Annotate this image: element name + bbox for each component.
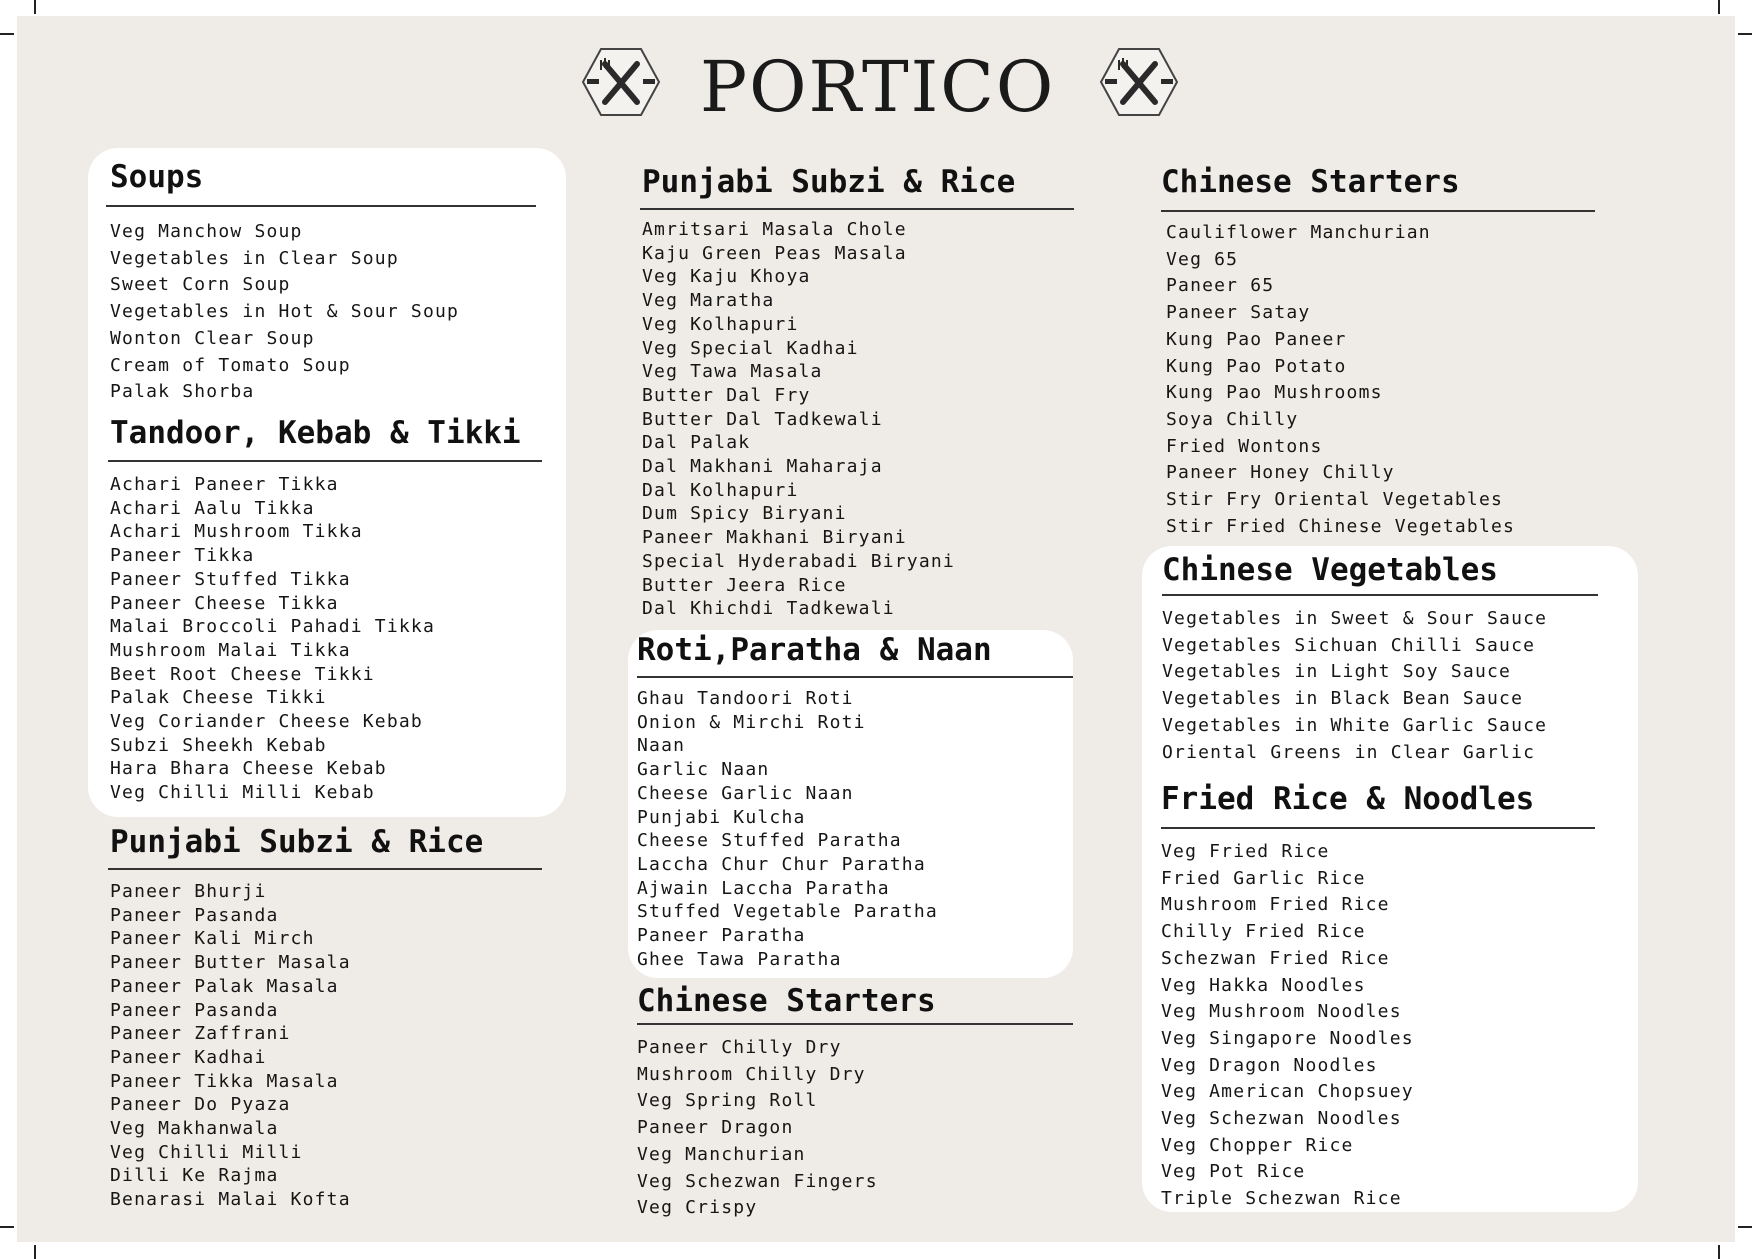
crossed-fork-knife-icon <box>1099 46 1179 118</box>
menu-item: Paneer Bhurji <box>110 881 267 902</box>
menu-item: Triple Schezwan Rice <box>1161 1188 1402 1210</box>
menu-item: Dum Spicy Biryani <box>642 503 847 525</box>
section-title: Roti,Paratha & Naan <box>637 632 992 668</box>
menu-item: Veg Crispy <box>637 1197 758 1219</box>
menu-item: Paneer Kali Mirch <box>110 928 315 950</box>
menu-item: Cauliflower Manchurian <box>1166 222 1431 243</box>
menu-item: Soya Chilly <box>1166 408 1299 430</box>
section-title: Punjabi Subzi & Rice <box>110 824 484 860</box>
crop-mark <box>0 1226 14 1228</box>
section-divider <box>106 205 536 207</box>
section-title: Chinese Vegetables <box>1162 552 1498 588</box>
menu-item: Veg Coriander Cheese Kebab <box>110 711 423 733</box>
section-title: Chinese Starters <box>637 983 936 1019</box>
menu-item: Laccha Chur Chur Paratha <box>637 853 926 875</box>
section-title: Fried Rice & Noodles <box>1161 781 1535 817</box>
menu-item: Mushroom Malai Tikka <box>110 639 351 661</box>
section-chinese-starters <box>1161 163 1595 540</box>
menu-item: Kaju Green Peas Masala <box>642 242 907 264</box>
menu-item: Wonton Clear Soup <box>110 327 315 349</box>
menu-item: Palak Cheese Tikki <box>110 687 327 709</box>
menu-item: Veg Chilli Milli Kebab <box>110 782 375 804</box>
menu-item: Malai Broccoli Pahadi Tikka <box>110 616 435 638</box>
menu-item: Cream of Tomato Soup <box>110 354 351 376</box>
menu-item: Oriental Greens in Clear Garlic <box>1162 741 1536 763</box>
crossed-fork-knife-icon <box>581 46 661 118</box>
menu-item: Dilli Ke Rajma <box>110 1165 279 1187</box>
section-divider <box>108 868 542 870</box>
menu-item: Dal Khichdi Tadkewali <box>642 598 895 620</box>
menu-item: Veg Chopper Rice <box>1161 1134 1354 1156</box>
section-tandoor-kebab-tikki <box>110 414 542 805</box>
menu-item: Paneer Butter Masala <box>110 952 351 974</box>
menu-item: Vegetables Sichuan Chilli Sauce <box>1162 634 1536 656</box>
menu-item: Palak Shorba <box>110 381 255 403</box>
menu-item: Veg Manchow Soup <box>110 221 303 242</box>
section-punjabi-subzi-rice <box>642 163 1074 621</box>
menu-item: Paneer Satay <box>1166 302 1311 324</box>
crop-mark <box>1738 1226 1752 1228</box>
menu-item: Butter Dal Fry <box>642 384 811 406</box>
section-divider <box>1161 827 1595 829</box>
menu-item: Paneer Dragon <box>637 1117 794 1139</box>
menu-item: Veg Maratha <box>642 290 775 312</box>
section-title: Tandoor, Kebab & Tikki <box>110 415 521 451</box>
section-soups <box>110 158 536 406</box>
menu-item: Paneer Stuffed Tikka <box>110 568 351 590</box>
menu-item: Vegetables in Clear Soup <box>110 247 399 269</box>
menu-item: Veg Schezwan Noodles <box>1161 1108 1402 1130</box>
section-chinese-vegetables <box>1162 551 1598 766</box>
menu-item: Kung Pao Mushrooms <box>1166 382 1383 404</box>
menu-item: Achari Aalu Tikka <box>110 497 315 519</box>
menu-item: Stir Fried Chinese Vegetables <box>1166 515 1516 537</box>
menu-item: Vegetables in Hot & Sour Soup <box>110 301 460 323</box>
section-divider <box>1162 594 1598 596</box>
crop-mark <box>1718 0 1720 14</box>
menu-item: Paneer Tikka Masala <box>110 1070 339 1092</box>
menu-item: Paneer Do Pyaza <box>110 1094 291 1116</box>
menu-item: Stir Fry Oriental Vegetables <box>1166 489 1504 511</box>
menu-item: Punjabi Kulcha <box>637 806 806 828</box>
menu-item: Dal Makhani Maharaja <box>642 456 883 478</box>
menu-item: Veg Fried Rice <box>1161 841 1330 862</box>
crop-mark <box>34 0 36 14</box>
menu-item: Sweet Corn Soup <box>110 274 291 296</box>
menu-item: Hara Bhara Cheese Kebab <box>110 758 387 780</box>
menu-item: Paneer Palak Masala <box>110 975 339 997</box>
menu-item: Veg Kolhapuri <box>642 313 799 335</box>
section-punjabi-subzi-rice <box>110 823 542 1212</box>
section-divider <box>108 460 542 462</box>
menu-item: Achari Paneer Tikka <box>110 474 339 495</box>
menu-item: Veg Special Kadhai <box>642 337 859 359</box>
menu-item: Schezwan Fried Rice <box>1161 947 1390 969</box>
menu-item: Paneer Kadhai <box>110 1046 267 1068</box>
menu-item: Benarasi Malai Kofta <box>110 1189 351 1211</box>
menu-item: Kung Pao Paneer <box>1166 328 1347 350</box>
menu-item: Dal Palak <box>642 432 751 454</box>
section-roti-paratha-naan <box>637 631 1073 971</box>
menu-item: Cheese Stuffed Paratha <box>637 830 902 852</box>
menu-item: Vegetables in Black Bean Sauce <box>1162 688 1524 710</box>
section-divider <box>1161 210 1595 212</box>
section-divider <box>640 208 1074 210</box>
menu-item: Beet Root Cheese Tikki <box>110 663 375 685</box>
menu-item: Veg 65 <box>1166 248 1239 270</box>
menu-item: Paneer Pasanda <box>110 904 279 926</box>
menu-item: Garlic Naan <box>637 759 770 781</box>
menu-item: Paneer Pasanda <box>110 999 279 1021</box>
menu-item: Paneer Cheese Tikka <box>110 592 339 614</box>
menu-item: Butter Dal Tadkewali <box>642 408 883 430</box>
menu-item: Veg Chilli Milli <box>110 1141 303 1163</box>
menu-item: Paneer Tikka <box>110 545 255 567</box>
menu-item: Veg Makhanwala <box>110 1118 279 1140</box>
menu-item: Fried Garlic Rice <box>1161 867 1366 889</box>
menu-item: Veg Manchurian <box>637 1143 806 1165</box>
section-chinese-starters <box>637 982 1073 1222</box>
menu-item: Paneer Chilly Dry <box>637 1037 842 1058</box>
section-fried-rice-noodles <box>1161 780 1595 1213</box>
menu-item: Veg Singapore Noodles <box>1161 1027 1414 1049</box>
section-title: Soups <box>110 159 204 195</box>
menu-item: Veg Pot Rice <box>1161 1161 1306 1183</box>
menu-item: Vegetables in White Garlic Sauce <box>1162 714 1548 736</box>
menu-item: Paneer 65 <box>1166 275 1275 297</box>
section-title: Chinese Starters <box>1161 164 1460 200</box>
menu-item: Vegetables in Sweet & Sour Sauce <box>1162 608 1548 629</box>
section-title: Punjabi Subzi & Rice <box>642 164 1016 200</box>
menu-item: Stuffed Vegetable Paratha <box>637 901 938 923</box>
menu-item: Veg Mushroom Noodles <box>1161 1001 1402 1023</box>
menu-item: Onion & Mirchi Roti <box>637 711 866 733</box>
restaurant-name: PORTICO <box>700 46 1056 128</box>
menu-item: Paneer Zaffrani <box>110 1023 291 1045</box>
menu-item: Veg Tawa Masala <box>642 361 823 383</box>
menu-item: Veg Hakka Noodles <box>1161 974 1366 996</box>
section-divider <box>637 1023 1073 1025</box>
crop-mark <box>0 33 14 35</box>
menu-item: Chilly Fried Rice <box>1161 921 1366 943</box>
menu-item: Subzi Sheekh Kebab <box>110 734 327 756</box>
crop-mark <box>1718 1245 1720 1259</box>
menu-item: Paneer Makhani Biryani <box>642 527 907 549</box>
crop-mark <box>34 1245 36 1259</box>
menu-item: Mushroom Fried Rice <box>1161 894 1390 916</box>
menu-item: Veg Spring Roll <box>637 1090 818 1112</box>
menu-item: Cheese Garlic Naan <box>637 782 854 804</box>
menu-item: Veg American Chopsuey <box>1161 1081 1414 1103</box>
menu-item: Fried Wontons <box>1166 435 1323 457</box>
crop-mark <box>1738 33 1752 35</box>
menu-item: Veg Kaju Khoya <box>642 266 811 288</box>
menu-item: Ghee Tawa Paratha <box>637 948 842 970</box>
menu-item: Achari Mushroom Tikka <box>110 521 363 543</box>
menu-item: Paneer Honey Chilly <box>1166 462 1395 484</box>
menu-item: Special Hyderabadi Biryani <box>642 550 955 572</box>
menu-item: Butter Jeera Rice <box>642 574 847 596</box>
menu-item: Amritsari Masala Chole <box>642 219 907 240</box>
menu-item: Ajwain Laccha Paratha <box>637 877 890 899</box>
menu-item: Naan <box>637 735 686 757</box>
section-divider <box>637 676 1073 678</box>
menu-item: Dal Kolhapuri <box>642 479 799 501</box>
header <box>0 40 1752 130</box>
menu-item: Vegetables in Light Soy Sauce <box>1162 661 1512 683</box>
menu-item: Mushroom Chilly Dry <box>637 1063 866 1085</box>
menu-item: Veg Schezwan Fingers <box>637 1170 878 1192</box>
menu-item: Paneer Paratha <box>637 925 806 947</box>
menu-item: Kung Pao Potato <box>1166 355 1347 377</box>
menu-item: Veg Dragon Noodles <box>1161 1054 1378 1076</box>
menu-item: Ghau Tandoori Roti <box>637 688 854 709</box>
